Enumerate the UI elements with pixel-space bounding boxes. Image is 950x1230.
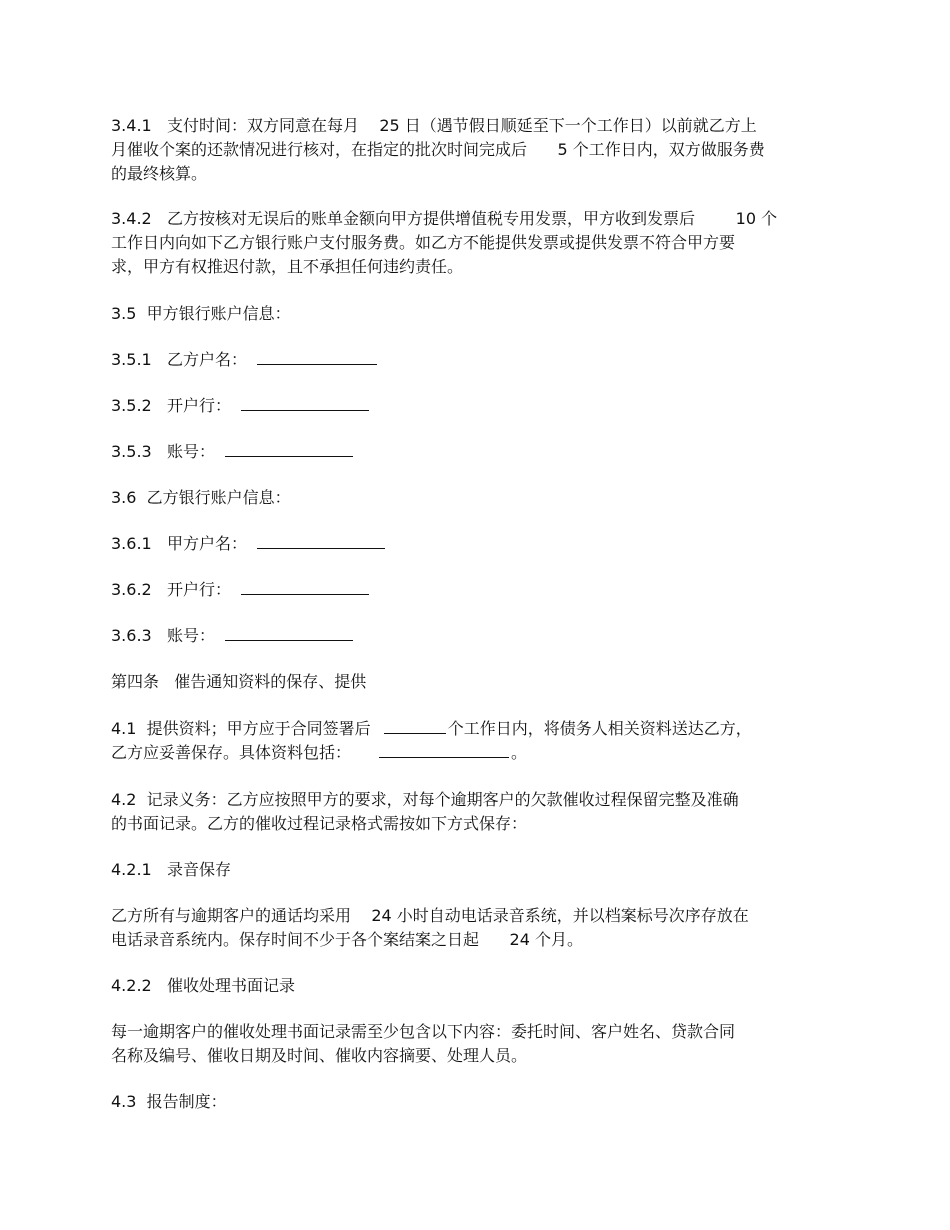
text-line: 求，甲方有权推迟付款，且不承担任何违约责任。 [111, 257, 464, 276]
paragraph-4-2-2 [111, 1020, 735, 1068]
field-label: 3.5.3 账号： [111, 442, 215, 461]
text-line: 的最终核算。 [111, 164, 208, 183]
text-line: 4.2 记录义务：乙方应按照甲方的要求，对每个逾期客户的欠款催收过程保留完整及准确 [111, 790, 739, 809]
fill-in-blank [257, 349, 377, 365]
text-line: 乙方所有与逾期客户的通话均采用 24 小时自动电话录音系统，并以档案标号次序存放在 [111, 906, 749, 925]
paragraph-3-4-2 [111, 207, 777, 279]
field-3-6-1 [111, 532, 385, 556]
text-line: 名称及编号、催收日期及时间、催收内容摘要、处理人员。 [111, 1046, 528, 1065]
field-label: 3.5.2 开户行： [111, 396, 231, 415]
fill-in-blank [225, 441, 353, 457]
text-line: 电话录音系统内。保存时间不少于各个案结案之日起 24 个月。 [111, 930, 583, 949]
field-3-5-1 [111, 348, 377, 372]
paragraph-3-4-1 [111, 114, 765, 186]
text-line: 月催收个案的还款情况进行核对，在指定的批次时间完成后 5 个工作日内，双方做服务费 [111, 140, 765, 159]
field-label: 3.6.3 账号： [111, 626, 215, 645]
text-line: 的书面记录。乙方的催收过程记录格式需按如下方式保存： [111, 814, 528, 833]
field-label: 3.5.1 乙方户名： [111, 350, 247, 369]
field-3-5-3 [111, 440, 353, 464]
section-4-2-2-heading: 4.2.2 催收处理书面记录 [111, 976, 295, 995]
fill-in-blank [241, 395, 369, 411]
fill-in-blank [241, 579, 369, 595]
section-4-3-heading: 4.3 报告制度： [111, 1092, 227, 1111]
section-3-6-heading: 3.6 乙方银行账户信息： [111, 488, 291, 507]
text-line: 工作日内向如下乙方银行账户支付服务费。如乙方不能提供发票或提供发票不符合甲方要 [111, 233, 736, 252]
section-4-2-1-heading: 4.2.1 录音保存 [111, 860, 231, 879]
text-line: 3.4.2 乙方按核对无误后的账单金额向甲方提供增值税专用发票，甲方收到发票后 10 个 [111, 209, 778, 228]
fill-in-blank [225, 625, 353, 641]
fill-in-blank [384, 718, 446, 734]
paragraph-4-2 [111, 788, 739, 836]
article-4-heading: 第四条 催告通知资料的保存、提供 [111, 672, 367, 691]
fill-in-blank [379, 742, 509, 758]
field-label: 3.6.2 开户行： [111, 580, 231, 599]
paragraph-4-1: 4.1 提供资料；甲方应于合同签署后 个工作日内，将债务人相关资料送达乙方， 乙方应妥善保存。具体资料包括： 。 [111, 719, 752, 762]
paragraph-4-2-1 [111, 904, 749, 952]
fill-in-blank [257, 533, 385, 549]
field-3-5-2 [111, 394, 369, 418]
section-3-5-heading: 3.5 甲方银行账户信息： [111, 304, 291, 323]
field-3-6-2 [111, 578, 369, 602]
text-line: 每一逾期客户的催收处理书面记录需至少包含以下内容：委托时间、客户姓名、贷款合同 [111, 1022, 736, 1041]
text-line: 3.4.1 支付时间：双方同意在每月 25 日（遇节假日顺延至下一个工作日）以前就乙方上 [111, 116, 757, 135]
field-label: 3.6.1 甲方户名： [111, 534, 247, 553]
field-3-6-3 [111, 624, 353, 648]
